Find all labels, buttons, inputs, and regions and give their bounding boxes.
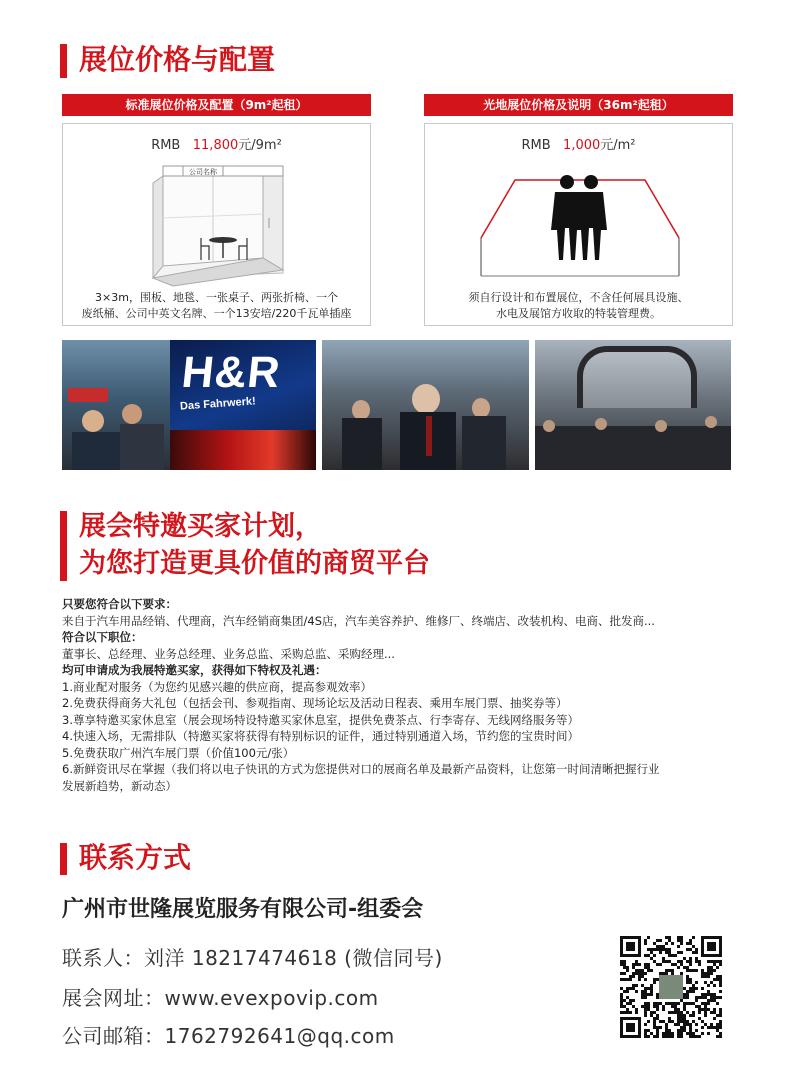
exhibition-photo-4 — [535, 340, 731, 470]
buyer-program-text — [62, 596, 742, 794]
requirement-text: 来自于汽车用品经销、代理商，汽车经销商集团/4S店，汽车美容养护、维修厂、终端店、改装机构、电商、批发商... — [62, 613, 655, 628]
contact-person: 联系人：刘洋 18217474618 (微信同号) — [62, 946, 443, 970]
contact-website[interactable]: 展会网址：www.evexpovip.com — [62, 986, 379, 1010]
space-desc-line1: 须自行设计和布置展位，不含任何展具设施、 — [468, 291, 689, 304]
space-booth-price — [425, 134, 732, 153]
exhibition-photo-3 — [322, 340, 529, 470]
title-accent-bar — [60, 843, 67, 875]
buyer-section-title — [60, 508, 430, 582]
standard-booth-card — [62, 123, 371, 326]
contact-section-heading: 联系方式 — [79, 841, 192, 874]
space-booth-illustration — [475, 168, 685, 280]
exhibition-photo-hr — [170, 340, 316, 470]
buyer-title-line2: 为您打造更具价值的商贸平台 — [79, 548, 430, 579]
privilege-item: 4.快速入场，无需排队（特邀买家将获得有特别标识的证件，通过特别通道入场，节约您的宝贵时间） — [62, 729, 579, 743]
buyer-section-heading — [79, 508, 430, 582]
privilege-item: 6.新鲜资讯尽在掌握（我们将以电子快讯的方式为您提供对口的展商名单及最新产品资料，让您第一时间清晰把握行业 — [62, 762, 660, 776]
booth-section-heading: 展位价格与配置 — [79, 43, 276, 76]
privilege-item: 2.免费获得商务大礼包（包括会刊、参观指南、现场论坛及活动日程表、乘用车展门票、抽奖券等） — [62, 696, 568, 710]
standard-unit: 元/9m² — [238, 138, 282, 153]
booth-section-title — [60, 42, 275, 78]
privilege-item: 发展新趋势，新动态） — [62, 778, 177, 793]
buyer-title-line1: 展会特邀买家计划， — [79, 511, 322, 542]
hr-slogan-text: Das Fahrwerk! — [179, 395, 257, 413]
title-accent-bar — [60, 44, 67, 78]
standard-booth-illustration — [143, 158, 293, 288]
position-heading: 符合以下职位： — [62, 630, 143, 644]
privilege-item: 3.尊享特邀买家休息室（展会现场特设特邀买家休息室，提供免费茶点、行李寄存、无线网络服务等） — [62, 712, 579, 727]
privilege-heading: 均可申请成为我展特邀买家，获得如下特权及礼遇： — [62, 663, 327, 677]
standard-booth-header: 标准展位价格及配置（9m²起租） — [62, 94, 371, 116]
privilege-item: 1.商业配对服务（为您约见感兴趣的供应商，提高参观效率） — [62, 679, 372, 694]
contact-email[interactable]: 公司邮箱：1762792641@qq.com — [62, 1024, 395, 1048]
standard-desc-line1: 3×3m，围板、地毯、一张桌子、两张折椅、一个 — [95, 291, 338, 304]
space-amount: 1,000 — [563, 138, 601, 153]
space-booth-header: 光地展位价格及说明（36m²起租） — [424, 94, 733, 116]
qr-code-icon — [620, 936, 722, 1038]
booth-sign-text: 公司名称 — [189, 168, 217, 176]
space-currency: RMB — [521, 138, 551, 153]
space-desc-line2: 水电及展馆方收取的特装管理费。 — [496, 307, 661, 320]
qr-code-graphic — [620, 936, 722, 1038]
standard-booth-price — [63, 134, 370, 153]
position-text: 董事长、总经理、业务总经理、业务总监、采购总监、采购经理... — [62, 646, 395, 661]
hr-logo-text: H&R — [179, 348, 283, 397]
standard-currency: RMB — [151, 138, 181, 153]
space-booth-card — [424, 123, 733, 326]
standard-amount: 11,800 — [192, 138, 239, 153]
person-silhouette-2 — [575, 175, 607, 260]
company-name: 广州市世隆展览服务有限公司-组委会 — [62, 897, 424, 922]
title-accent-bar — [60, 511, 67, 581]
space-unit: 元/m² — [600, 138, 636, 153]
standard-desc-line2: 废纸桶、公司中英文名牌、一个13安培/220千瓦单插座 — [81, 307, 352, 320]
contact-section-title — [60, 840, 191, 876]
privilege-item: 5.免费获取广州汽车展门票（价值100元/张） — [62, 745, 295, 760]
requirement-heading: 只要您符合以下要求： — [62, 597, 177, 611]
exhibition-photo-1 — [62, 340, 170, 470]
